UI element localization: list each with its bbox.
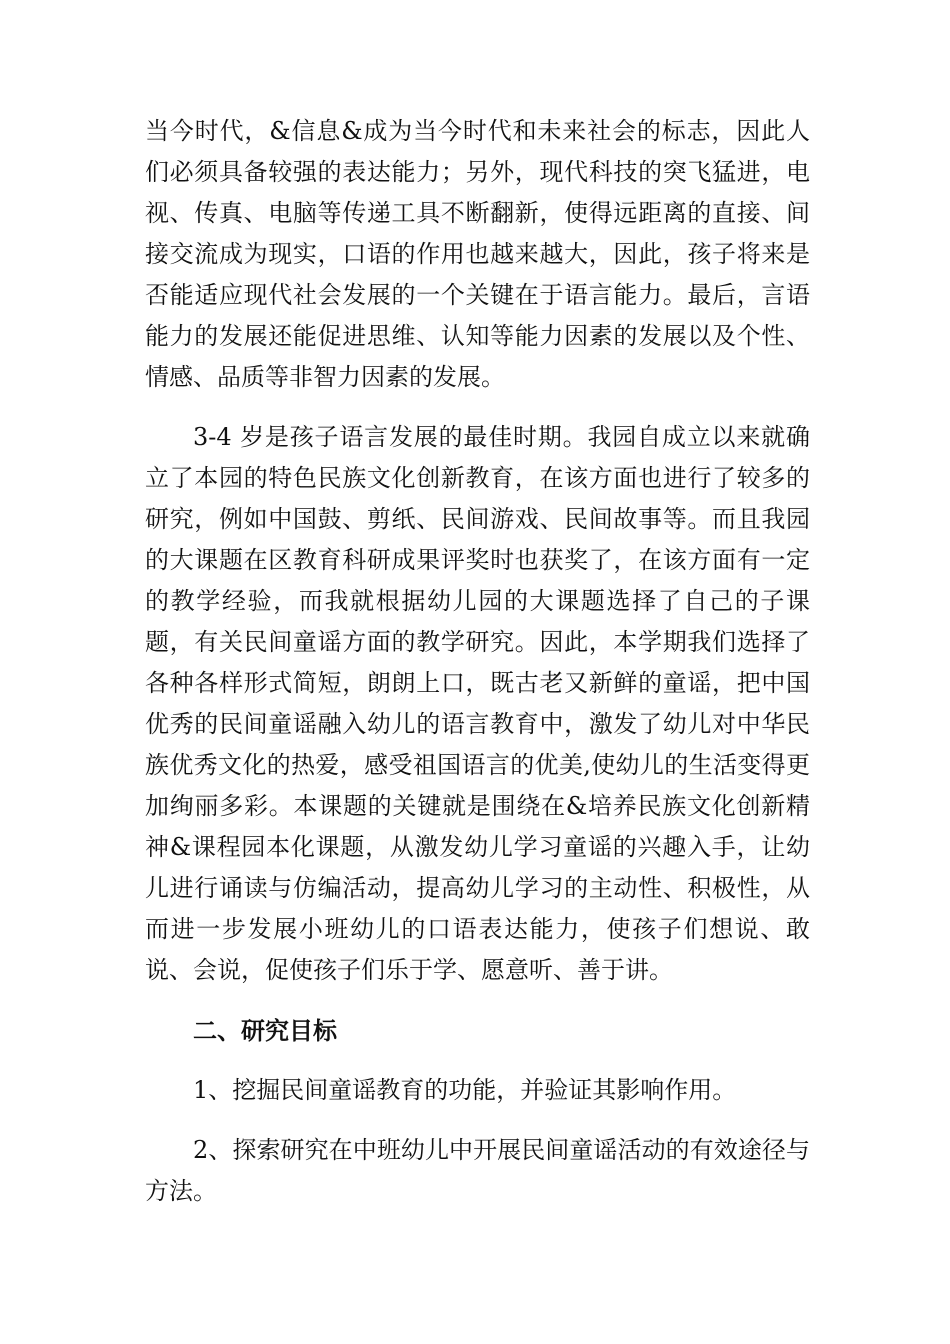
paragraph-background: 当今时代，&信息&成为当今时代和未来社会的标志，因此人们必须具备较强的表达能力；另外，现代科技的突飞猛进，电视、传真、电脑等传递工具不断翻新，使得远距离的直接、间接交流成为现实，口语的作用也越来越大，因此，孩子将来是否能适应现代社会发展的一个关键在于语言能力。最后，言语能力的发展还能促进思维、认知等能力因素的发展以及个性、情感、品质等非智力因素的发展。 [145,117,810,391]
paragraph-research-basis: 3-4 岁是孩子语言发展的最佳时期。我园自成立以来就确立了本园的特色民族文化创新教育，在该方面也进行了较多的研究，例如中国鼓、剪纸、民间游戏、民间故事等。而且我园的大课题在区教育科研成果评奖时也获奖了，在该方面有一定的教学经验，而我就根据幼儿园的大课题选择了自己的子课题，有关民间童谣方面的教学研究。因此，本学期我们选择了各种各样形式简短，朗朗上口，既古老又新鲜的童谣，把中国优秀的民间童谣融入幼儿的语言教育中，激发了幼儿对中华民族优秀文化的热爱，感受祖国语言的优美,使幼儿的生活变得更加绚丽多彩。本课题的关键就是围绕在&培养民族文化创新精神&课程园本化课题，从激发幼儿学习童谣的兴趣入手，让幼儿进行诵读与仿编活动，提高幼儿学习的主动性、积极性，从而进一步发展小班幼儿的口语表达能力，使孩子们想说、敢说、会说，促使孩子们乐于学、愿意听、善于讲。 [145,423,810,984]
goal-item-1: 1、挖掘民间童谣教育的功能，并验证其影响作用。 [193,1076,737,1104]
goal-item-2: 2、探索研究在中班幼儿中开展民间童谣活动的有效途径与方法。 [145,1136,810,1205]
section-heading-research-goals: 二、研究目标 [193,1016,337,1045]
document-body [145,111,810,1212]
